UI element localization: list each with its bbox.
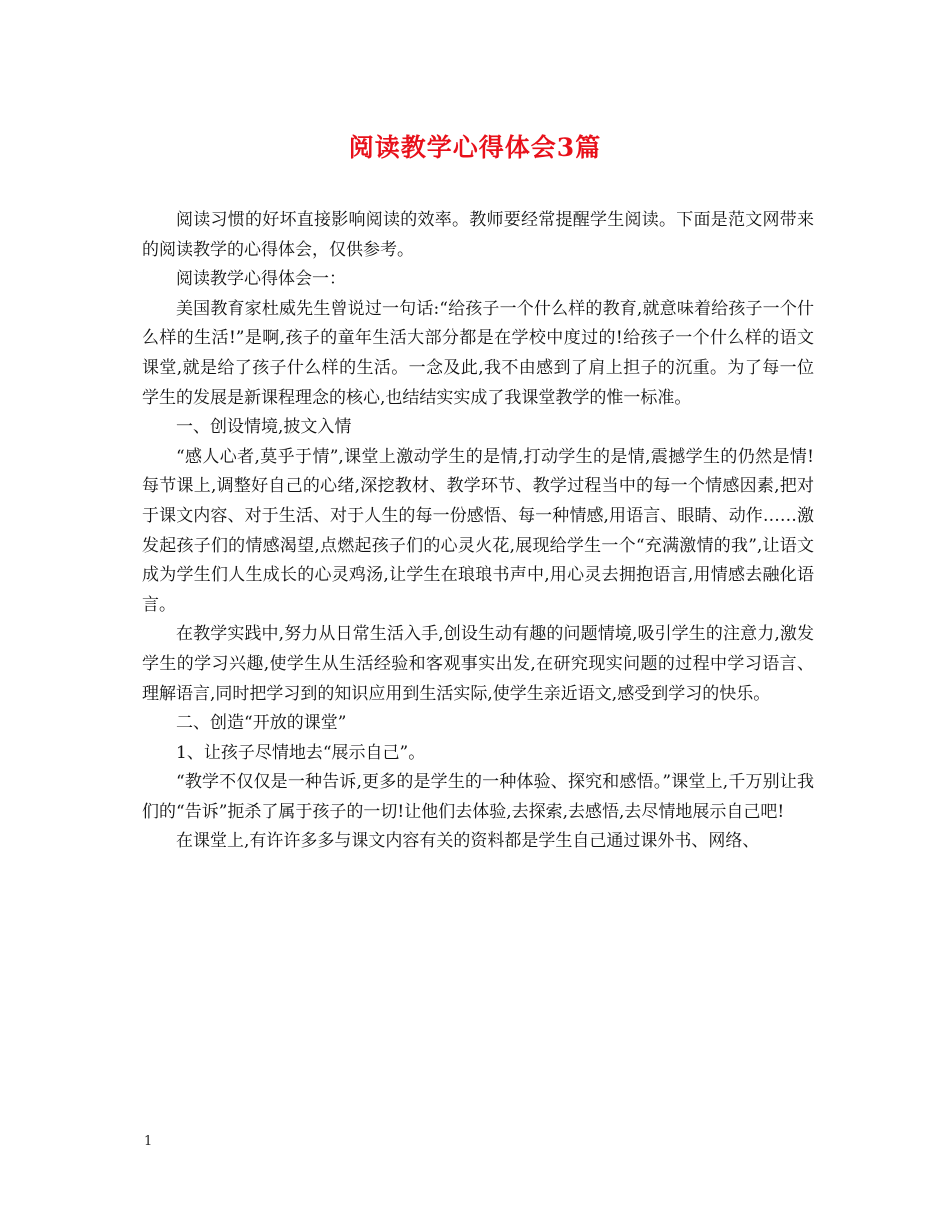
paragraph-dewey-quote: 美国教育家杜威先生曾说过一句话:“给孩子一个什么样的教育,就意味着给孩子一个什么样的生活!”是啊,孩子的童年生活大部分都是在学校中度过的!给孩子一个什么样的语文课堂,就是给了孩子什么样的生活。一念及此,我不由感到了肩上担子的沉重。为了每一位学生的发展是新课程理念的核心,也结结实实成了我课堂教学的惟一标准。: [142, 298, 814, 408]
document-title: 阅读教学心得体会3篇: [348, 133, 602, 162]
paragraph-subheading-1: 一、创设情境,披文入情: [176, 417, 352, 438]
paragraph-emotion: “感人心者,莫乎于情”,课堂上激动学生的是情,打动学生的是情,震撼学生的仍然是情!每节课上,调整好自己的心绪,深挖教材、教学环节、教学过程当中的每一个情感因素,把对于课文内容、对于生活、对于人生的每一份感悟、每一种情感,用语言、眼睛、动作……激发起孩子们的情感渴望,点燃起孩子们的心灵火花,展现给学生一个“充满激情的我”,让语文成为学生们人生成长的心灵鸡汤,让学生在琅琅书声中,用心灵去拥抱语言,用情感去融化语言。: [142, 446, 814, 615]
paragraph-teaching-quote: “教学不仅仅是一种告诉,更多的是学生的一种体验、探究和感悟。”课堂上,千万别让我们的“告诉”扼杀了属于孩子的一切!让他们去体验,去探索,去感悟,去尽情地展示自己吧!: [142, 772, 814, 822]
paragraph-intro: 阅读习惯的好坏直接影响阅读的效率。教师要经常提醒学生阅读。下面是范文网带来的阅读教学的心得体会，仅供参考。: [142, 210, 814, 260]
paragraph-subheading-2: 二、创造“开放的课堂”: [176, 713, 347, 734]
paragraph-point-1: 1、让孩子尽情地去“展示自己”。: [176, 742, 426, 763]
paragraph-practice: 在教学实践中,努力从日常生活入手,创设生动有趣的问题情境,吸引学生的注意力,激发学生的学习兴趣,使学生从生活经验和客观事实出发,在研究现实问题的过程中学习语言、理解语言,同时把学习到的知识应用到生活实际,使学生亲近语文,感受到学习的快乐。: [142, 624, 814, 704]
document-body: [142, 206, 814, 857]
paragraph-section-heading-1: 阅读教学心得体会一：: [176, 269, 346, 290]
page-number: 1: [144, 1134, 153, 1149]
paragraph-classroom: 在课堂上,有许许多多与课文内容有关的资料都是学生自己通过课外书、网络、: [176, 831, 760, 852]
